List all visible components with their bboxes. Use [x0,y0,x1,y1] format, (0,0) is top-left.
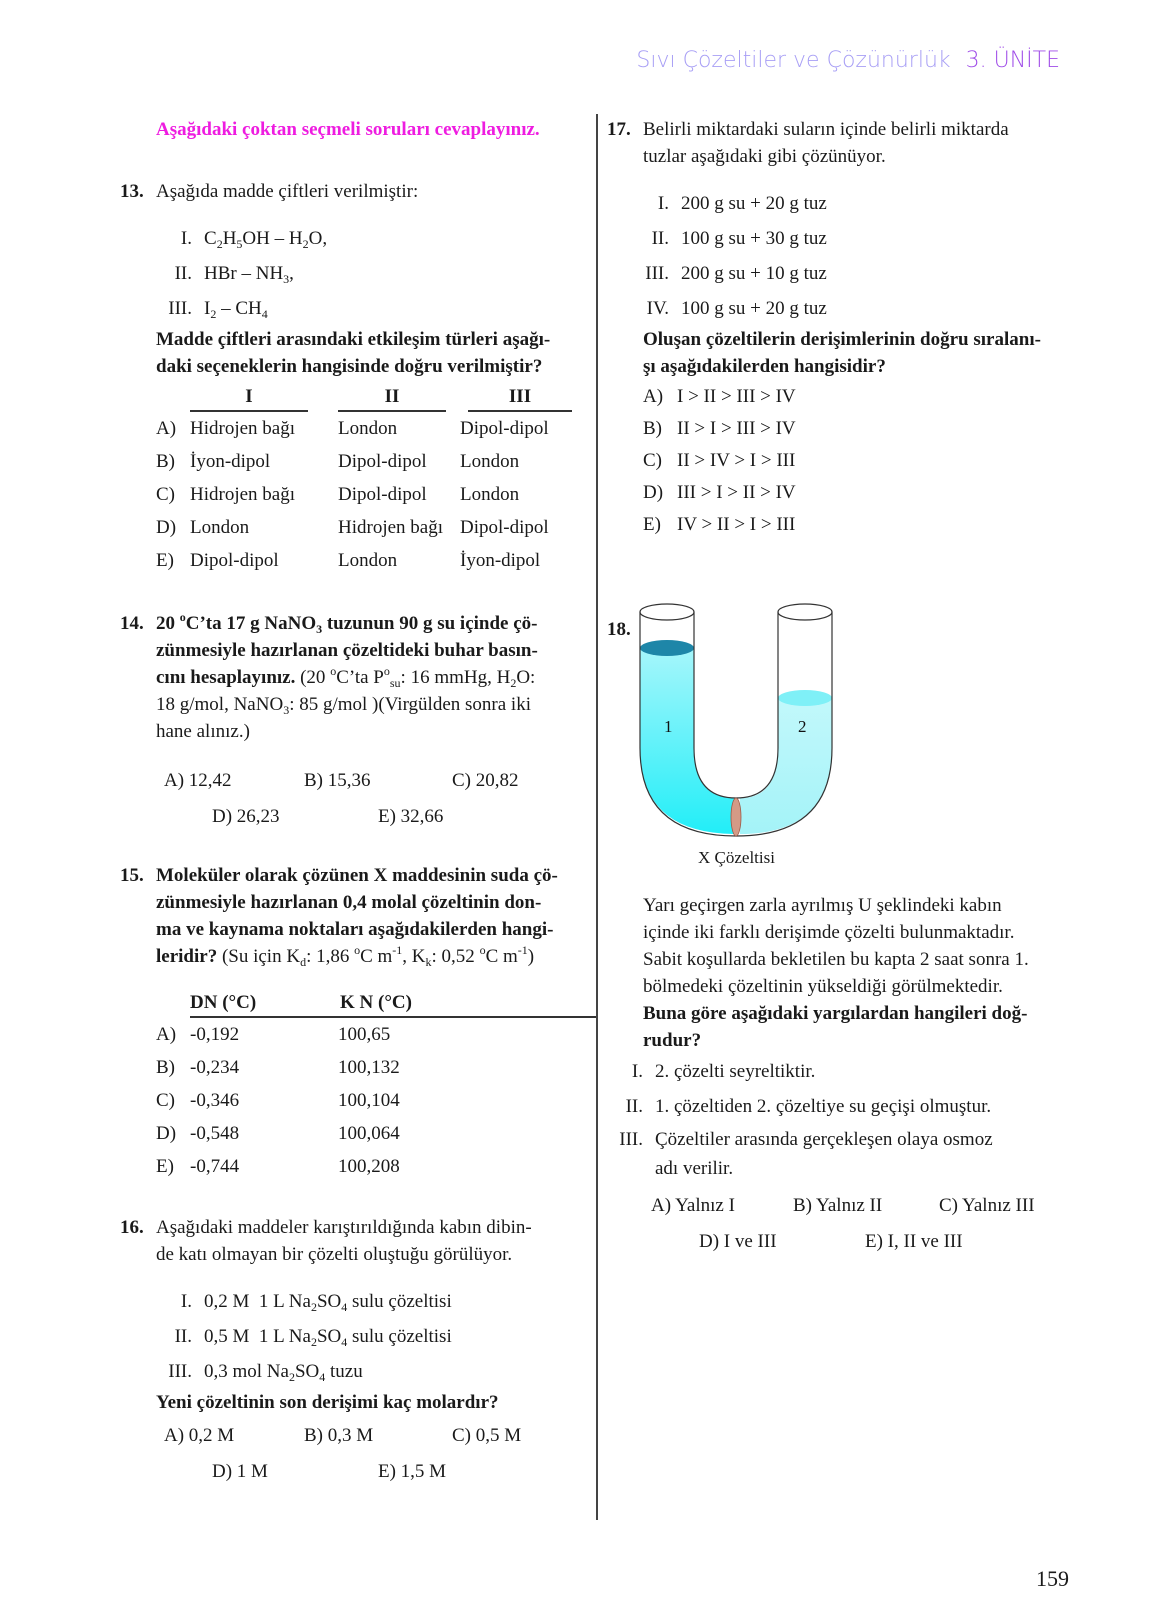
question-line: 18 g/mol, NaNO$_3$: 85 g/mol )(Virgülden sonra iki [156,694,531,717]
question-line: Moleküler olarak çözünen X maddesinin suda çö- [156,865,558,886]
question-stem: Aşağıda madde çiftleri verilmiştir: [156,181,419,202]
dn-value: -0,744 [190,1156,240,1177]
item-I: I. $C_2H_5OH - H_2O$, [180,228,328,251]
question-line: daki seçeneklerin hangisinde doğru verilmiştir? [156,356,543,377]
option-row[interactable] [156,412,596,445]
option-letter: B) [156,451,175,472]
unit-label: 3. ÜNİTE [965,48,1060,73]
choice-c[interactable]: C) 20,82 [452,770,519,791]
option-letter: B) [643,417,662,439]
question-line: Oluşan çözeltilerin derişimlerinin doğru sıralanı- [643,329,1041,350]
dn-value: -0,548 [190,1123,240,1144]
choice-b[interactable]: B) 0,3 M [304,1425,374,1446]
choice-a[interactable]: A) 0,2 M [164,1425,235,1446]
answer-choices [156,757,596,829]
option-cell: Dipol-dipol [338,451,427,472]
question-number: 18. [607,619,631,640]
option-letter: D) [156,1123,177,1144]
option-row[interactable] [156,1150,596,1183]
item-text: 200 g su + 20 g tuz [681,193,827,214]
question-line: Yeni çözeltinin son derişimi kaç molardır? [156,1392,499,1413]
option-cell: Dipol-dipol [338,484,427,505]
column-header: I [190,383,308,412]
option-row[interactable] [643,476,1083,508]
option-cell: Dipol-dipol [190,550,279,571]
figure-caption: X Çözeltisi [698,848,775,867]
option-letter: B) [156,1057,175,1078]
choice-c[interactable]: C) Yalnız III [939,1195,1035,1216]
item-text: 200 g su + 10 g tuz [681,263,827,284]
question-line: cını hesaplayınız. (20 $^o$C’ta $P^o_{su}$: 16 mmHg, $H_2O$: [156,664,536,690]
kn-value: 100,65 [338,1024,391,1045]
item-III: III. $I_2 - CH_4$ [168,298,268,321]
option-cell: Hidrojen bağı [338,517,444,538]
paragraph-line: bölmedeki çözeltinin yükseldiği görülmektedir. [643,976,1003,997]
option-row[interactable] [643,508,1083,540]
dn-value: -0,346 [190,1090,240,1111]
question-line: tuzlar aşağıdaki gibi çözünüyor. [643,146,886,167]
page-header [636,48,1060,73]
left-surface [640,640,694,656]
question-line: rudur? [643,1030,702,1051]
option-text: I > II > III > IV [677,385,796,407]
question-number: 15. [120,865,144,886]
option-cell: London [338,418,398,439]
option-row[interactable] [156,511,596,544]
option-letter: C) [156,1090,175,1111]
option-row[interactable] [643,380,1083,412]
answer-choices [643,1182,1083,1254]
choice-a[interactable]: A) 12,42 [164,770,232,791]
label-left: 1 [664,717,673,736]
option-cell: İyon-dipol [460,550,541,571]
option-text: III > I > II > IV [677,481,796,503]
item-III: III. Çözeltiler arasında gerçekleşen olaya osmoz [619,1128,993,1150]
label-right: 2 [798,717,807,736]
roman-numeral: II. [651,228,669,249]
choice-d[interactable]: D) 26,23 [212,806,280,827]
choice-d[interactable]: D) I ve III [699,1231,777,1252]
choice-b[interactable]: B) 15,36 [304,770,371,791]
item-text: 100 g su + 30 g tuz [681,228,827,249]
choice-e[interactable]: E) I, II ve III [865,1231,963,1252]
option-letter: C) [643,449,662,471]
table-header [156,382,596,412]
u-tube-figure [630,598,850,868]
question-line: zünmesiyle hazırlanan 0,4 molal çözeltinin don- [156,892,542,913]
option-cell: London [460,451,520,472]
question-line: 20 $^o$C’ta 17 g NaNO$_3$ tuzunun 90 g su içinde çö- [156,610,538,636]
item-II: II. 1. çözeltiden 2. çözeltiye su geçişi olmuştur. [625,1096,992,1117]
option-row[interactable] [643,412,1083,444]
column-header: DN (°C) [190,992,257,1013]
option-letter: E) [156,1156,174,1177]
column-header: III [468,383,572,412]
roman-numeral: IV. [646,298,669,319]
option-text: II > I > III > IV [677,417,796,439]
roman-numeral: I. [657,193,669,214]
option-cell: London [460,484,520,505]
option-row[interactable] [156,1117,596,1150]
item-row [633,256,1083,291]
option-letter: E) [643,513,661,535]
item-II: II. 0,5 M 1 L $Na_2SO_4$ sulu çözeltisi [174,1326,452,1349]
option-cell: Dipol-dipol [460,517,549,538]
paragraph-line: içinde iki farklı derişimde çözelti bulunmaktadır. [643,922,1015,943]
question-line: de katı olmayan bir çözelti oluştuğu görülüyor. [156,1244,513,1265]
question-line: zünmesiyle hazırlanan çözeltideki buhar basın- [156,640,538,661]
kn-value: 100,104 [338,1090,400,1111]
item-III-cont: adı verilir. [655,1157,734,1179]
paragraph-line: Sabit koşullarda bekletilen bu kapta 2 saat sonra 1. [643,949,1029,970]
option-letter: A) [156,1024,177,1045]
option-cell: İyon-dipol [190,451,271,472]
item-II: II. HBr – $NH_3$, [174,263,294,286]
question-number: 17. [607,119,631,140]
kn-value: 100,064 [338,1123,400,1144]
table-header [156,984,596,1018]
page-number: 159 [1036,1566,1069,1591]
item-III: III. 0,3 mol $Na_2SO_4$ tuzu [168,1361,363,1384]
column-divider [596,114,598,1520]
item-I: I. 0,2 M 1 L $Na_2SO_4$ sulu çözeltisi [180,1291,452,1314]
question-line: Madde çiftleri arasındaki etkileşim türleri aşağı- [156,329,551,350]
option-letter: E) [156,550,174,571]
instruction-text: Aşağıdaki çoktan seçmeli soruları cevaplayınız. [156,119,540,140]
answer-choices [156,1416,596,1488]
membrane [731,798,741,836]
question-line: Belirli miktardaki suların içinde belirli miktarda [643,119,1009,140]
question-number: 13. [120,181,144,202]
item-row [633,186,1083,221]
choice-e[interactable]: E) 32,66 [378,806,444,827]
option-row[interactable] [156,445,596,478]
question-18-body [619,892,1083,1254]
paragraph-line: Yarı geçirgen zarla ayrılmış U şeklindeki kabın [643,895,1002,916]
item-row [633,221,1083,256]
option-cell: Hidrojen bağı [190,418,296,439]
option-row[interactable] [643,444,1083,476]
option-row[interactable] [156,1051,596,1084]
chapter-title: Sıvı Çözeltiler ve Çözünürlük [636,48,951,73]
option-letter: D) [643,481,664,503]
option-row[interactable] [156,1018,596,1051]
right-surface [778,690,832,706]
question-line: ma ve kaynama noktaları aşağıdakilerden hangi- [156,919,554,940]
item-row [633,291,1083,326]
choice-e[interactable]: E) 1,5 M [378,1461,447,1482]
option-text: IV > II > I > III [677,513,796,535]
choice-d[interactable]: D) 1 M [212,1461,268,1482]
option-row[interactable] [156,478,596,511]
question-number: 16. [120,1217,144,1238]
dn-value: -0,234 [190,1057,240,1078]
option-cell: Hidrojen bağı [190,484,296,505]
roman-numeral: III. [645,263,669,284]
kn-value: 100,208 [338,1156,400,1177]
column-header: II [338,383,446,412]
choice-c[interactable]: C) 0,5 M [452,1425,522,1446]
option-cell: London [338,550,398,571]
question-line: şı aşağıdakilerden hangisidir? [643,356,886,377]
option-letter: C) [156,484,175,505]
option-letter: D) [156,517,177,538]
option-row[interactable] [156,544,596,577]
option-text: II > IV > I > III [677,449,796,471]
item-I: I. 2. çözelti seyreltiktir. [631,1061,816,1082]
question-line: leridir? (Su için $K_d$: 1,86 $^o$C $m^{-1}$, $K_k$: 0,52 $^o$C $m^{-1}$) [156,943,535,969]
dn-value: -0,192 [190,1024,240,1045]
choice-b[interactable]: B) Yalnız II [793,1195,883,1216]
question-line: Aşağıdaki maddeler karıştırıldığında kabın dibin- [156,1217,532,1238]
option-cell: Dipol-dipol [460,418,549,439]
question-line: Buna göre aşağıdaki yargılardan hangileri doğ- [643,1003,1028,1024]
column-header: K N (°C) [340,992,412,1013]
option-letter: A) [156,418,177,439]
choice-a[interactable]: A) Yalnız I [651,1195,735,1216]
option-row[interactable] [156,1084,596,1117]
kn-value: 100,132 [338,1057,400,1078]
question-line: hane alınız.) [156,721,250,742]
question-number: 14. [120,613,144,634]
option-cell: London [190,517,250,538]
item-text: 100 g su + 20 g tuz [681,298,827,319]
option-letter: A) [643,385,664,407]
